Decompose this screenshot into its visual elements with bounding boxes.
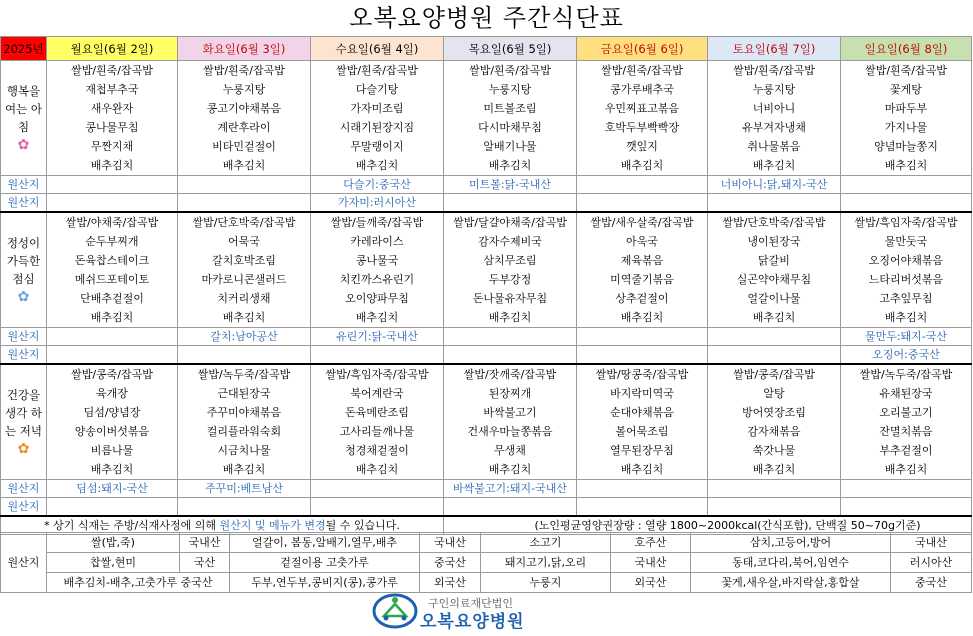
meal-row — [1, 80, 972, 99]
menu-dish: 배추김치 — [577, 156, 708, 176]
menu-dish: 배추김치 — [708, 156, 841, 176]
menu-dish: 배추김치 — [444, 308, 577, 328]
origin-cell — [708, 346, 841, 365]
menu-dish: 청경채겉절이 — [311, 441, 444, 460]
menu-dish: 시래기된장지짐 — [311, 118, 444, 137]
menu-dish: 감자채볶음 — [708, 422, 841, 441]
nutrition-note: (노인평균영양권장량 : 열량 1800~2000kcal(간식포함), 단백질 50~70g기준) — [444, 516, 972, 535]
menu-dish: 아욱국 — [577, 232, 708, 251]
menu-dish: 쌀밥/흰죽/잡곡밥 — [708, 61, 841, 81]
menu-dish: 쌀밥/달걀야채죽/잡곡밥 — [444, 212, 577, 232]
origin-country-cell: 국내산 — [180, 533, 230, 553]
menu-dish: 쌀밥/녹두죽/잡곡밥 — [841, 364, 972, 384]
origin-row — [1, 346, 972, 365]
meal-label: 건강을 생각 하는 저녁 — [5, 388, 42, 438]
menu-dish: 무말랭이지 — [311, 137, 444, 156]
origin-cell: 너비아니:닭,돼지-국산 — [708, 176, 841, 194]
menu-dish: 취나물볶음 — [708, 137, 841, 156]
origin-cell — [444, 328, 577, 346]
meal-row — [1, 118, 972, 137]
origin-cell: 가자미:러시아산 — [311, 194, 444, 213]
menu-dish: 북어계란국 — [311, 384, 444, 403]
menu-dish: 누룽지탕 — [444, 80, 577, 99]
ingredient-cell: 찹쌀,현미 — [47, 553, 180, 573]
header-row — [1, 37, 972, 61]
origin-cell — [577, 480, 708, 498]
menu-dish: 비타민겉절이 — [178, 137, 311, 156]
menu-dish: 방어엿장조림 — [708, 403, 841, 422]
origin-row-label: 원산지 — [1, 346, 47, 365]
meal-row — [1, 251, 972, 270]
origin-cell: 유린기:닭-국내산 — [311, 328, 444, 346]
menu-dish: 고사리들깨나물 — [311, 422, 444, 441]
menu-dish: 배추김치 — [577, 460, 708, 480]
origin-country-cell: 호주산 — [611, 533, 691, 553]
origin-country-cell: 외국산 — [420, 573, 481, 593]
logo-name: 오복요양병원 — [420, 612, 525, 632]
meal-label: 정성이 가득한 점심 — [6, 236, 41, 286]
day-header-fri: 금요일(6월 6일) — [577, 37, 708, 61]
menu-dish: 쌀밥/흑임자죽/잡곡밥 — [841, 212, 972, 232]
menu-dish: 계란후라이 — [178, 118, 311, 137]
origin-cell — [47, 498, 178, 517]
origin-summary-table — [0, 532, 972, 593]
menu-dish: 배추김치 — [311, 460, 444, 480]
menu-dish: 배추김치 — [708, 460, 841, 480]
day-header-sat: 토요일(6월 7일) — [708, 37, 841, 61]
meal-row — [1, 422, 972, 441]
menu-dish: 배추김치 — [311, 308, 444, 328]
origin-row — [1, 194, 972, 213]
menu-dish: 무생채 — [444, 441, 577, 460]
meal-row — [1, 156, 972, 176]
origin-cell: 갈치:남아공산 — [178, 328, 311, 346]
menu-dish: 순대야채볶음 — [577, 403, 708, 422]
origin-cell: 미트볼:닭-국내산 — [444, 176, 577, 194]
menu-dish: 갈치호박조림 — [178, 251, 311, 270]
origin-cell — [311, 480, 444, 498]
day-header-tue: 화요일(6월 3일) — [178, 37, 311, 61]
menu-dish: 쌀밥/흰죽/잡곡밥 — [47, 61, 178, 81]
menu-dish: 쌀밥/콩죽/잡곡밥 — [47, 364, 178, 384]
menu-dish: 열무된장무침 — [577, 441, 708, 460]
menu-dish: 잔멸치볶음 — [841, 422, 972, 441]
menu-dish: 미역줄기볶음 — [577, 270, 708, 289]
menu-dish: 배추김치 — [47, 460, 178, 480]
menu-dish: 메쉬드포테이토 — [47, 270, 178, 289]
meal-row — [1, 441, 972, 460]
logo-subtitle: 구인의료재단법인 — [428, 597, 514, 610]
ingredient-cell: 동태,코다리,북어,임연수 — [691, 553, 891, 573]
origin-cell: 바싹불고기:돼지-국내산 — [444, 480, 577, 498]
menu-dish: 배추김치 — [708, 308, 841, 328]
menu-dish: 오이양파무침 — [311, 289, 444, 308]
origin-country-cell: 국산 — [180, 553, 230, 573]
day-header-sun: 일요일(6월 8일) — [841, 37, 972, 61]
origin-row-label: 원산지 — [1, 498, 47, 517]
menu-dish: 마파두부 — [841, 99, 972, 118]
menu-dish: 다슬기탕 — [311, 80, 444, 99]
menu-dish: 배추김치 — [311, 156, 444, 176]
origin-row — [1, 176, 972, 194]
menu-dish: 미트볼조림 — [444, 99, 577, 118]
menu-dish: 배추김치 — [178, 308, 311, 328]
menu-dish: 느타리버섯볶음 — [841, 270, 972, 289]
menu-dish: 쌀밥/새우살죽/잡곡밥 — [577, 212, 708, 232]
menu-dish: 새우완자 — [47, 99, 178, 118]
origin-cell: 물만두:돼지-국산 — [841, 328, 972, 346]
menu-dish: 쌀밥/콩죽/잡곡밥 — [708, 364, 841, 384]
menu-dish: 배추김치 — [178, 460, 311, 480]
origin-cell — [47, 194, 178, 213]
menu-dish: 상추겉절이 — [577, 289, 708, 308]
origin-cell: 오징어:중국산 — [841, 346, 972, 365]
origin-summary-row — [1, 553, 972, 573]
menu-dish: 양송이버섯볶음 — [47, 422, 178, 441]
menu-dish: 콩고기야채볶음 — [178, 99, 311, 118]
menu-dish: 쑥갓나물 — [708, 441, 841, 460]
menu-dish: 쌀밥/흰죽/잡곡밥 — [444, 61, 577, 81]
menu-dish: 볼어묵조림 — [577, 422, 708, 441]
meal-row — [1, 364, 972, 384]
menu-dish: 쌀밥/흑임자죽/잡곡밥 — [311, 364, 444, 384]
menu-dish: 부추겉절이 — [841, 441, 972, 460]
menu-dish: 배추김치 — [47, 308, 178, 328]
menu-dish: 딤섬/양념장 — [47, 403, 178, 422]
menu-dish: 오징어야채볶음 — [841, 251, 972, 270]
meal-row — [1, 212, 972, 232]
year-label: 2025년 — [1, 37, 47, 61]
menu-dish: 누룽지탕 — [708, 80, 841, 99]
menu-dish: 쌀밥/잣깨죽/잡곡밥 — [444, 364, 577, 384]
menu-dish: 호박두부빡빡장 — [577, 118, 708, 137]
origin-summary-label: 원산지 — [1, 533, 47, 593]
menu-dish: 근대된장국 — [178, 384, 311, 403]
menu-dish: 쌀밥/들깨죽/잡곡밥 — [311, 212, 444, 232]
menu-dish: 치커리생채 — [178, 289, 311, 308]
weekly-menu-table — [0, 36, 972, 535]
menu-dish: 재첩부추국 — [47, 80, 178, 99]
origin-cell: 주꾸미:베트남산 — [178, 480, 311, 498]
origin-cell — [708, 328, 841, 346]
menu-dish: 돈육메란조림 — [311, 403, 444, 422]
meal-label-cell — [1, 61, 47, 176]
origin-cell — [708, 498, 841, 517]
page-title: 오복요양병원 주간식단표 — [349, 4, 624, 32]
menu-dish: 콩가루배추국 — [577, 80, 708, 99]
menu-dish: 쌀밥/흰죽/잡곡밥 — [178, 61, 311, 81]
notice-highlight: 원산지 및 메뉴가 변경 — [219, 519, 326, 532]
menu-dish: 유부겨자냉채 — [708, 118, 841, 137]
meal-row — [1, 384, 972, 403]
origin-row-label: 원산지 — [1, 480, 47, 498]
ingredient-cell: 겉절이용 고춧가루 — [230, 553, 420, 573]
ingredient-cell: 얼갈이, 봄동,알배기,열무,배추 — [230, 533, 420, 553]
origin-row — [1, 480, 972, 498]
menu-dish: 쌀밥/흰죽/잡곡밥 — [841, 61, 972, 81]
origin-country-cell: 외국산 — [611, 573, 691, 593]
origin-country-cell: 국내산 — [611, 553, 691, 573]
menu-dish: 얼갈이나물 — [708, 289, 841, 308]
menu-dish: 마카로니콘샐러드 — [178, 270, 311, 289]
menu-dish: 가지나물 — [841, 118, 972, 137]
meal-row — [1, 137, 972, 156]
ingredient-cell: 돼지고기,닭,오리 — [481, 553, 611, 573]
origin-row-label: 원산지 — [1, 328, 47, 346]
origin-cell — [311, 346, 444, 365]
menu-dish: 콩나물국 — [311, 251, 444, 270]
menu-dish: 쌀밥/녹두죽/잡곡밥 — [178, 364, 311, 384]
origin-country-cell: 러시아산 — [891, 553, 972, 573]
menu-dish: 우민찌표고볶음 — [577, 99, 708, 118]
meal-row — [1, 232, 972, 251]
menu-dish: 된장찌개 — [444, 384, 577, 403]
menu-dish: 오리불고기 — [841, 403, 972, 422]
menu-dish: 쌀밥/단호박죽/잡곡밥 — [178, 212, 311, 232]
origin-cell — [47, 346, 178, 365]
menu-dish: 두부강정 — [444, 270, 577, 289]
origin-row — [1, 498, 972, 517]
meal-row — [1, 289, 972, 308]
notice-prefix: * 상기 식재는 주방/식재사정에 의해 — [44, 519, 220, 532]
origin-cell — [577, 176, 708, 194]
origin-cell: 다슬기:중국산 — [311, 176, 444, 194]
menu-dish: 육개장 — [47, 384, 178, 403]
flower-icon: ✿ — [17, 137, 30, 153]
menu-dish: 제육볶음 — [577, 251, 708, 270]
menu-dish: 돈나물유자무침 — [444, 289, 577, 308]
menu-dish: 꽃게탕 — [841, 80, 972, 99]
ingredient-cell: 배추김치-배추,고춧가루 중국산 — [47, 573, 230, 593]
origin-country-cell: 국내산 — [420, 533, 481, 553]
origin-cell — [444, 346, 577, 365]
flower-icon: ✿ — [17, 441, 30, 457]
menu-dish: 닭갈비 — [708, 251, 841, 270]
origin-summary-row — [1, 533, 972, 553]
menu-dish: 배추김치 — [444, 460, 577, 480]
menu-dish: 순두부찌개 — [47, 232, 178, 251]
menu-dish: 쌀밥/땅콩죽/잡곡밥 — [577, 364, 708, 384]
origin-cell — [444, 498, 577, 517]
origin-cell — [841, 194, 972, 213]
origin-cell — [841, 176, 972, 194]
menu-dish: 가자미조림 — [311, 99, 444, 118]
menu-dish: 시금치나물 — [178, 441, 311, 460]
origin-cell — [47, 328, 178, 346]
menu-dish: 배추김치 — [841, 156, 972, 176]
menu-dish: 치킨까스유린기 — [311, 270, 444, 289]
menu-dish: 쌀밥/야채죽/잡곡밥 — [47, 212, 178, 232]
menu-dish: 누룽지탕 — [178, 80, 311, 99]
day-header-wed: 수요일(6월 4일) — [311, 37, 444, 61]
menu-dish: 어묵국 — [178, 232, 311, 251]
menu-dish: 돈육찹스테이크 — [47, 251, 178, 270]
meal-row — [1, 270, 972, 289]
ingredient-cell: 꽃게,새우살,바지락살,홍합살 — [691, 573, 891, 593]
menu-dish: 양념마늘쫑지 — [841, 137, 972, 156]
menu-dish: 배추김치 — [178, 156, 311, 176]
origin-cell — [178, 346, 311, 365]
meal-row — [1, 61, 972, 81]
day-header-mon: 월요일(6월 2일) — [47, 37, 178, 61]
menu-dish: 컬리플라워숙회 — [178, 422, 311, 441]
menu-dish: 쌀밥/흰죽/잡곡밥 — [311, 61, 444, 81]
menu-dish: 비름나물 — [47, 441, 178, 460]
ingredient-cell: 쌀(밥,죽) — [47, 533, 180, 553]
menu-dish: 배추김치 — [47, 156, 178, 176]
menu-dish: 쌀밥/흰죽/잡곡밥 — [577, 61, 708, 81]
logo-emblem-icon — [370, 590, 420, 630]
origin-cell — [577, 346, 708, 365]
menu-dish: 바싹불고기 — [444, 403, 577, 422]
menu-dish: 배추김치 — [841, 460, 972, 480]
menu-dish: 고추잎무침 — [841, 289, 972, 308]
origin-cell — [178, 498, 311, 517]
origin-cell — [178, 176, 311, 194]
menu-dish: 단배추겉절이 — [47, 289, 178, 308]
menu-dish: 깻잎지 — [577, 137, 708, 156]
origin-country-cell: 중국산 — [420, 553, 481, 573]
menu-dish: 카레라이스 — [311, 232, 444, 251]
meal-label-cell — [1, 212, 47, 328]
origin-cell — [47, 176, 178, 194]
meal-label: 행복을 여는 아침 — [5, 84, 42, 134]
origin-country-cell: 국내산 — [891, 533, 972, 553]
menu-dish: 무짠지채 — [47, 137, 178, 156]
menu-dish: 건새우마늘쫑볶음 — [444, 422, 577, 441]
origin-cell — [577, 194, 708, 213]
meal-row — [1, 403, 972, 422]
menu-dish: 콩나물무침 — [47, 118, 178, 137]
origin-cell — [577, 328, 708, 346]
meal-row — [1, 99, 972, 118]
menu-dish: 유채된장국 — [841, 384, 972, 403]
origin-cell — [311, 498, 444, 517]
menu-dish: 알배기나물 — [444, 137, 577, 156]
notice-suffix: 될 수 있습니다. — [325, 519, 400, 532]
day-header-thu: 목요일(6월 5일) — [444, 37, 577, 61]
menu-dish: 바지락미역국 — [577, 384, 708, 403]
ingredient-cell: 두부,연두부,콩비지(콩),콩가루 — [230, 573, 420, 593]
meal-label-cell — [1, 364, 47, 480]
origin-cell — [841, 498, 972, 517]
menu-dish: 다시마채무침 — [444, 118, 577, 137]
menu-dish: 삼치무조림 — [444, 251, 577, 270]
origin-country-cell: 중국산 — [891, 573, 972, 593]
origin-row-label: 원산지 — [1, 176, 47, 194]
menu-dish: 감자수제비국 — [444, 232, 577, 251]
origin-cell — [178, 194, 311, 213]
origin-cell — [841, 480, 972, 498]
origin-cell — [708, 480, 841, 498]
menu-dish: 실곤약야채무침 — [708, 270, 841, 289]
origin-cell — [577, 498, 708, 517]
origin-row-label: 원산지 — [1, 194, 47, 213]
ingredient-cell: 소고기 — [481, 533, 611, 553]
menu-dish: 배추김치 — [841, 308, 972, 328]
ingredient-cell: 누룽지 — [481, 573, 611, 593]
origin-cell — [444, 194, 577, 213]
menu-dish: 냉이된장국 — [708, 232, 841, 251]
menu-dish: 주꾸미야채볶음 — [178, 403, 311, 422]
menu-dish: 배추김치 — [577, 308, 708, 328]
meal-row — [1, 460, 972, 480]
origin-row — [1, 328, 972, 346]
menu-dish: 알탕 — [708, 384, 841, 403]
menu-dish: 쌀밥/단호박죽/잡곡밥 — [708, 212, 841, 232]
origin-cell: 딤섬:돼지-국산 — [47, 480, 178, 498]
ingredient-cell: 삼치,고등어,방어 — [691, 533, 891, 553]
menu-dish: 배추김치 — [444, 156, 577, 176]
meal-row — [1, 308, 972, 328]
menu-dish: 물만둣국 — [841, 232, 972, 251]
menu-dish: 너비아니 — [708, 99, 841, 118]
origin-cell — [708, 194, 841, 213]
flower-icon: ✿ — [17, 289, 30, 305]
